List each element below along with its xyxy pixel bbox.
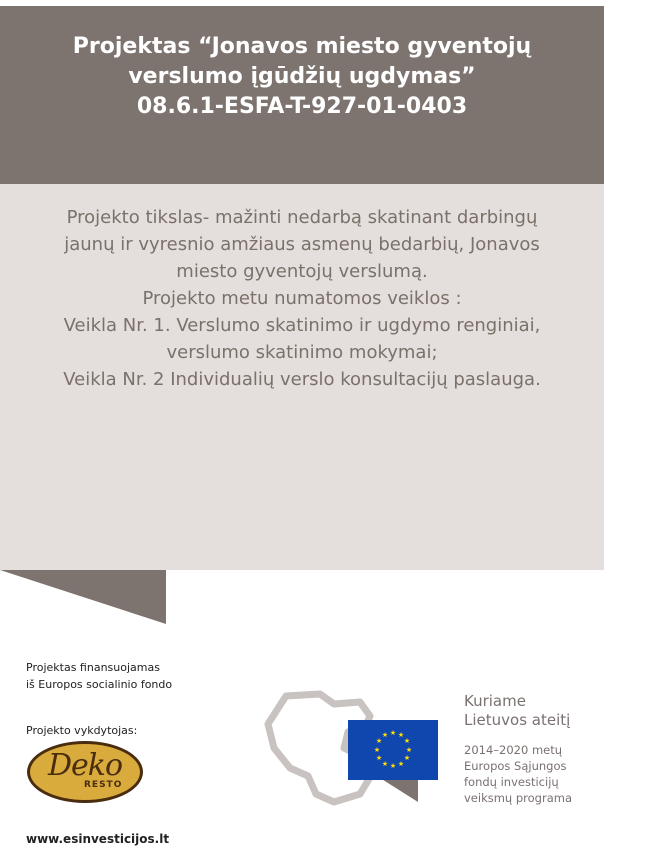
svg-text:★: ★ <box>397 731 405 739</box>
logo-brand-text: Deko <box>47 748 123 783</box>
header-banner <box>0 6 604 184</box>
description-line: Veikla Nr. 1. Verslumo skatinimo ir ugdymo renginiai, <box>63 315 541 336</box>
program-line-2: Europos Sąjungos <box>464 759 567 773</box>
program-line-4: veiksmų programa <box>464 791 573 805</box>
svg-text:★: ★ <box>403 754 411 762</box>
project-code: 08.6.1-ESFA-T-927-01-0403 <box>136 94 468 119</box>
website-text: www.esinvesticijos.lt <box>26 832 170 846</box>
executor-label: Projekto vykdytojas: <box>26 724 138 737</box>
description-box <box>0 184 604 570</box>
program-line-1: 2014–2020 metų <box>464 743 563 757</box>
slogan-line-1: Kuriame <box>464 692 526 710</box>
slogan-line-2: Lietuvos ateitį <box>464 711 571 729</box>
funding-line-2: iš Europos socialinio fondo <box>26 678 173 691</box>
logo-sub-text: RESTO <box>84 780 123 790</box>
description-line: Projekto metu numatomos veiklos : <box>142 288 462 309</box>
corner-notch <box>586 0 604 6</box>
funding-line-1: Projektas finansuojamas <box>26 661 160 674</box>
description-line: miesto gyventojų verslumą. <box>176 261 428 282</box>
description-line: jaunų ir vyresnio amžiaus asmenų bedarbių, Jonavos <box>64 234 540 255</box>
description-line: Projekto tikslas- mažinti nedarbą skatinant darbingų <box>66 207 538 228</box>
description-line: verslumo skatinimo mokymai; <box>166 342 438 363</box>
svg-text:★: ★ <box>381 731 389 739</box>
investment-program-text <box>464 692 572 806</box>
funding-note <box>26 659 172 693</box>
eu-flag-icon <box>348 720 438 780</box>
flag-shadow <box>380 778 420 804</box>
deko-resto-logo <box>26 740 144 804</box>
program-line-3: fondų investicijų <box>464 775 559 789</box>
svg-text:★: ★ <box>389 729 397 737</box>
svg-text:★: ★ <box>397 760 405 768</box>
svg-text:★: ★ <box>405 746 413 754</box>
svg-text:★: ★ <box>375 737 383 745</box>
title-line-2: verslumo įgūdžių ugdymas” <box>128 64 476 89</box>
svg-text:★: ★ <box>375 754 383 762</box>
title-line-1: Projektas “Jonavos miesto gyventojų <box>72 34 532 59</box>
svg-text:★: ★ <box>389 762 397 770</box>
svg-text:★: ★ <box>381 760 389 768</box>
svg-text:★: ★ <box>403 737 411 745</box>
svg-text:★: ★ <box>373 746 381 754</box>
description-line: Veikla Nr. 2 Individualių verslo konsultacijų paslauga. <box>63 369 541 390</box>
